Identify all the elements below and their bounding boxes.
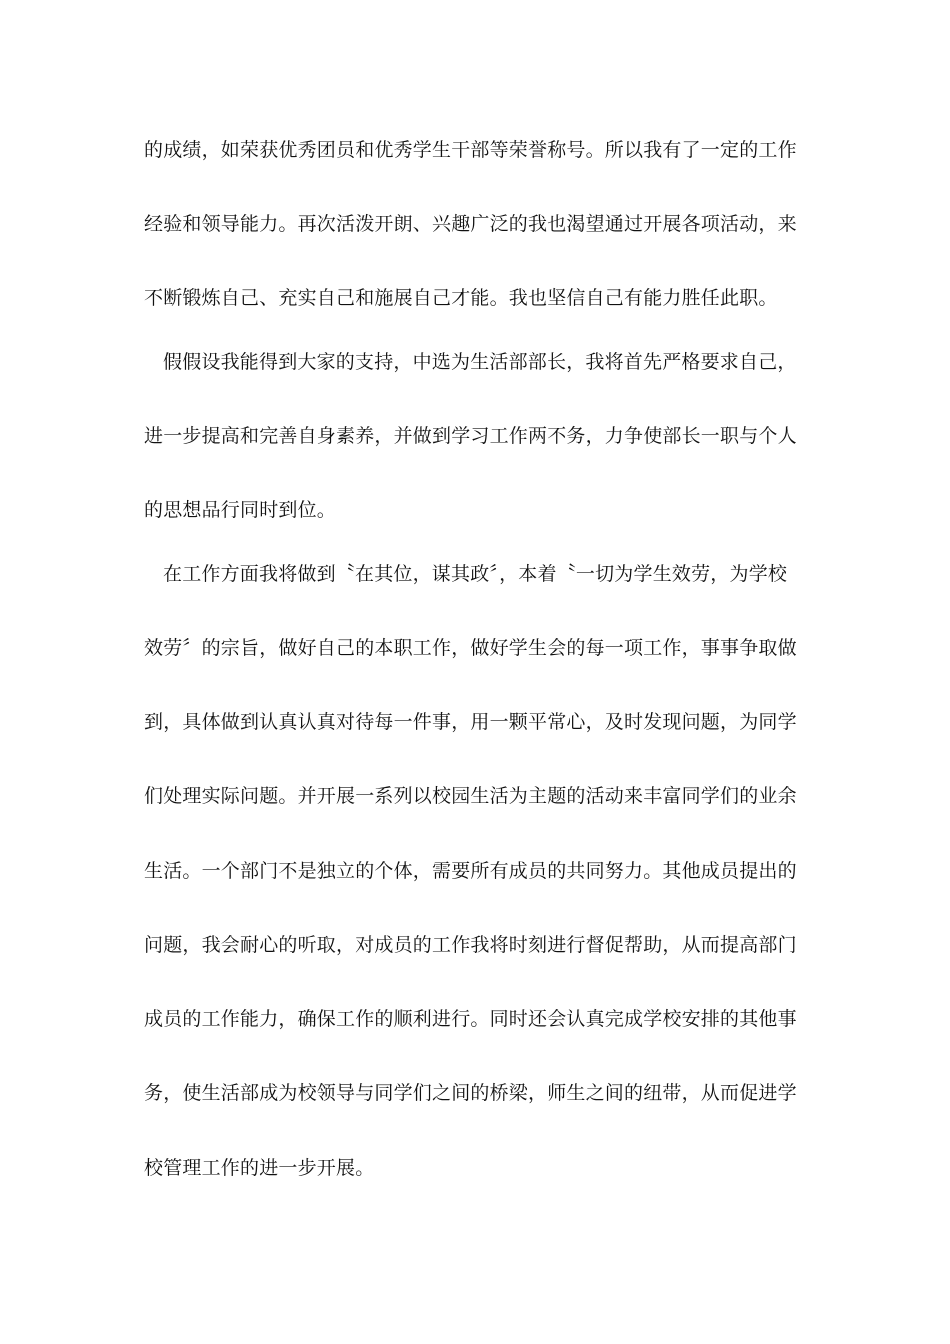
text-line-14: 务，使生活部成为校领导与同学们之间的桥梁，师生之间的纽带，从而促进学 bbox=[144, 1082, 797, 1104]
text-line-7: 在工作方面我将做到〝在其位，谋其政〞，本着〝一切为学生效劳，为学校 bbox=[163, 563, 788, 585]
text-line-8: 效劳〞的宗旨，做好自己的本职工作，做好学生会的每一项工作，事事争取做 bbox=[144, 637, 797, 659]
text-line-4: 假假设我能得到大家的支持，中选为生活部部长，我将首先严格要求自己， bbox=[163, 351, 797, 373]
text-line-11: 生活。一个部门不是独立的个体，需要所有成员的共同努力。其他成员提出的 bbox=[144, 860, 797, 882]
text-line-5: 进一步提高和完善自身素养，并做到学习工作两不务，力争使部长一职与个人 bbox=[144, 425, 797, 447]
text-line-2: 经验和领导能力。再次活泼开朗、兴趣广泛的我也渴望通过开展各项活动，来 bbox=[144, 213, 797, 235]
text-line-10: 们处理实际问题。并开展一系列以校园生活为主题的活动来丰富同学们的业余 bbox=[144, 785, 797, 807]
text-line-9: 到，具体做到认真认真对待每一件事，用一颗平常心，及时发现问题，为同学 bbox=[144, 711, 797, 733]
text-line-15: 校管理工作的进一步开展。 bbox=[144, 1157, 375, 1179]
text-line-3: 不断锻炼自己、充实自己和施展自己才能。我也坚信自己有能力胜任此职。 bbox=[144, 287, 778, 309]
text-line-1: 的成绩，如荣获优秀团员和优秀学生干部等荣誉称号。所以我有了一定的工作 bbox=[144, 139, 797, 161]
text-line-13: 成员的工作能力，确保工作的顺利进行。同时还会认真完成学校安排的其他事 bbox=[144, 1008, 797, 1030]
text-line-6: 的思想品行同时到位。 bbox=[144, 499, 337, 521]
text-line-12: 问题，我会耐心的听取，对成员的工作我将时刻进行督促帮助，从而提高部门 bbox=[144, 934, 797, 956]
